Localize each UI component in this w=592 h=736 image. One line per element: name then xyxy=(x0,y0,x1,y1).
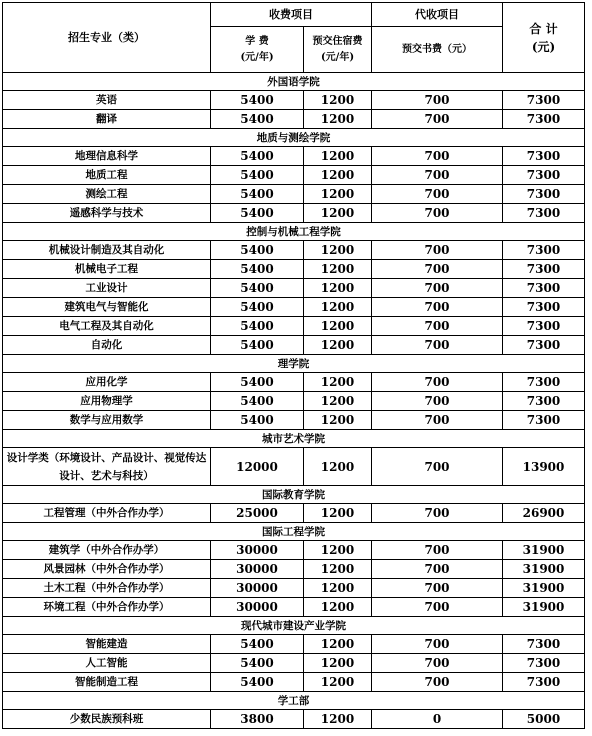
tuition-cell: 5400 xyxy=(211,373,304,392)
tuition-cell: 5400 xyxy=(211,635,304,654)
books-cell: 700 xyxy=(372,635,503,654)
books-cell: 700 xyxy=(372,166,503,185)
total-cell: 7300 xyxy=(503,654,585,673)
fee-table-body xyxy=(3,73,585,729)
total-header-line2: (元) xyxy=(531,39,556,54)
major-cell: 智能制造工程 xyxy=(3,673,211,692)
table-row xyxy=(3,560,585,579)
books-cell: 700 xyxy=(372,241,503,260)
books-cell: 700 xyxy=(372,598,503,617)
table-row xyxy=(3,673,585,692)
books-cell: 700 xyxy=(372,317,503,336)
books-cell: 700 xyxy=(372,91,503,110)
dorm-header xyxy=(304,27,372,73)
books-cell: 700 xyxy=(372,541,503,560)
books-cell: 700 xyxy=(372,673,503,692)
major-cell: 应用化学 xyxy=(3,373,211,392)
section-title: 地质与测绘学院 xyxy=(3,129,585,147)
major-cell: 地理信息科学 xyxy=(3,147,211,166)
table-row xyxy=(3,241,585,260)
section-title: 控制与机械工程学院 xyxy=(3,223,585,241)
section-row xyxy=(3,523,585,541)
total-cell: 7300 xyxy=(503,373,585,392)
major-cell: 数学与应用数学 xyxy=(3,411,211,430)
tuition-cell: 5400 xyxy=(211,654,304,673)
tuition-cell: 30000 xyxy=(211,560,304,579)
tuition-cell: 3800 xyxy=(211,710,304,729)
table-row xyxy=(3,411,585,430)
table-row xyxy=(3,635,585,654)
total-cell: 5000 xyxy=(503,710,585,729)
tuition-cell: 5400 xyxy=(211,336,304,355)
dorm-cell: 1200 xyxy=(304,579,372,598)
dorm-cell: 1200 xyxy=(304,541,372,560)
table-row xyxy=(3,654,585,673)
tuition-cell: 5400 xyxy=(211,298,304,317)
major-cell: 机械电子工程 xyxy=(3,260,211,279)
tuition-cell: 5400 xyxy=(211,241,304,260)
total-cell: 7300 xyxy=(503,185,585,204)
section-title: 现代城市建设产业学院 xyxy=(3,617,585,635)
total-cell: 7300 xyxy=(503,635,585,654)
table-row xyxy=(3,185,585,204)
dorm-cell: 1200 xyxy=(304,336,372,355)
major-cell: 建筑电气与智能化 xyxy=(3,298,211,317)
total-cell: 7300 xyxy=(503,110,585,129)
fee-table xyxy=(2,2,585,729)
dorm-cell: 1200 xyxy=(304,91,372,110)
major-cell: 少数民族预科班 xyxy=(3,710,211,729)
dorm-cell: 1200 xyxy=(304,504,372,523)
dorm-cell: 1200 xyxy=(304,260,372,279)
tuition-cell: 5400 xyxy=(211,411,304,430)
tuition-cell: 5400 xyxy=(211,204,304,223)
tuition-cell: 30000 xyxy=(211,579,304,598)
section-title: 国际教育学院 xyxy=(3,486,585,504)
total-cell: 7300 xyxy=(503,392,585,411)
tuition-cell: 5400 xyxy=(211,260,304,279)
total-cell: 26900 xyxy=(503,504,585,523)
tuition-cell: 5400 xyxy=(211,166,304,185)
total-cell: 31900 xyxy=(503,598,585,617)
books-cell: 0 xyxy=(372,710,503,729)
tuition-cell: 5400 xyxy=(211,91,304,110)
dorm-cell: 1200 xyxy=(304,673,372,692)
table-row xyxy=(3,298,585,317)
total-cell: 7300 xyxy=(503,673,585,692)
total-cell: 31900 xyxy=(503,579,585,598)
major-cell: 设计学类（环境设计、产品设计、视觉传达设计、艺术与科技） xyxy=(3,448,211,486)
total-cell: 7300 xyxy=(503,317,585,336)
section-row xyxy=(3,617,585,635)
major-cell: 测绘工程 xyxy=(3,185,211,204)
books-cell: 700 xyxy=(372,504,503,523)
total-cell: 7300 xyxy=(503,91,585,110)
major-cell: 工程管理（中外合作办学） xyxy=(3,504,211,523)
fee-items-header: 收费项目 xyxy=(211,3,372,27)
dorm-cell: 1200 xyxy=(304,166,372,185)
total-cell: 7300 xyxy=(503,260,585,279)
dorm-cell: 1200 xyxy=(304,185,372,204)
total-cell: 7300 xyxy=(503,298,585,317)
major-cell: 工业设计 xyxy=(3,279,211,298)
total-cell: 31900 xyxy=(503,560,585,579)
major-cell: 地质工程 xyxy=(3,166,211,185)
total-cell: 7300 xyxy=(503,166,585,185)
major-cell: 人工智能 xyxy=(3,654,211,673)
dorm-cell: 1200 xyxy=(304,147,372,166)
major-cell: 自动化 xyxy=(3,336,211,355)
major-cell: 应用物理学 xyxy=(3,392,211,411)
books-cell: 700 xyxy=(372,298,503,317)
total-header-line1: 合 计 xyxy=(529,21,558,36)
books-cell: 700 xyxy=(372,336,503,355)
tuition-cell: 30000 xyxy=(211,541,304,560)
major-cell: 建筑学（中外合作办学） xyxy=(3,541,211,560)
section-title: 外国语学院 xyxy=(3,73,585,91)
section-row xyxy=(3,73,585,91)
tuition-cell: 5400 xyxy=(211,279,304,298)
dorm-cell: 1200 xyxy=(304,298,372,317)
books-cell: 700 xyxy=(372,260,503,279)
table-row xyxy=(3,110,585,129)
books-cell: 700 xyxy=(372,204,503,223)
dorm-cell: 1200 xyxy=(304,654,372,673)
major-cell: 机械设计制造及其自动化 xyxy=(3,241,211,260)
dorm-cell: 1200 xyxy=(304,635,372,654)
tuition-cell: 12000 xyxy=(211,448,304,486)
major-cell: 智能建造 xyxy=(3,635,211,654)
section-title: 学工部 xyxy=(3,692,585,710)
table-row xyxy=(3,279,585,298)
table-row xyxy=(3,204,585,223)
tuition-cell: 30000 xyxy=(211,598,304,617)
tuition-cell: 25000 xyxy=(211,504,304,523)
total-cell: 7300 xyxy=(503,147,585,166)
dorm-cell: 1200 xyxy=(304,598,372,617)
section-title: 国际工程学院 xyxy=(3,523,585,541)
dorm-cell: 1200 xyxy=(304,448,372,486)
books-cell: 700 xyxy=(372,579,503,598)
dorm-cell: 1200 xyxy=(304,392,372,411)
books-cell: 700 xyxy=(372,279,503,298)
dorm-cell: 1200 xyxy=(304,560,372,579)
total-cell: 7300 xyxy=(503,411,585,430)
books-cell: 700 xyxy=(372,392,503,411)
table-row xyxy=(3,260,585,279)
books-cell: 700 xyxy=(372,411,503,430)
section-row xyxy=(3,223,585,241)
books-cell: 700 xyxy=(372,110,503,129)
tuition-cell: 5400 xyxy=(211,110,304,129)
total-header xyxy=(503,3,585,73)
dorm-cell: 1200 xyxy=(304,411,372,430)
collect-items-header: 代收项目 xyxy=(372,3,503,27)
dorm-cell: 1200 xyxy=(304,204,372,223)
section-row xyxy=(3,355,585,373)
table-row xyxy=(3,710,585,729)
section-row xyxy=(3,486,585,504)
table-row xyxy=(3,166,585,185)
tuition-cell: 5400 xyxy=(211,147,304,166)
major-cell: 环境工程（中外合作办学） xyxy=(3,598,211,617)
table-row xyxy=(3,336,585,355)
dorm-cell: 1200 xyxy=(304,241,372,260)
books-header: 预交书费（元） xyxy=(372,27,503,73)
section-row xyxy=(3,692,585,710)
section-row xyxy=(3,430,585,448)
section-title: 城市艺术学院 xyxy=(3,430,585,448)
total-cell: 7300 xyxy=(503,241,585,260)
books-cell: 700 xyxy=(372,448,503,486)
major-header: 招生专业（类） xyxy=(3,3,211,73)
books-cell: 700 xyxy=(372,147,503,166)
table-row xyxy=(3,392,585,411)
tuition-cell: 5400 xyxy=(211,392,304,411)
total-cell: 7300 xyxy=(503,279,585,298)
dorm-cell: 1200 xyxy=(304,710,372,729)
table-row xyxy=(3,579,585,598)
books-cell: 700 xyxy=(372,373,503,392)
section-row xyxy=(3,129,585,147)
major-cell: 英语 xyxy=(3,91,211,110)
table-row xyxy=(3,598,585,617)
major-cell: 风景园林（中外合作办学） xyxy=(3,560,211,579)
table-row xyxy=(3,541,585,560)
books-cell: 700 xyxy=(372,185,503,204)
major-cell: 土木工程（中外合作办学） xyxy=(3,579,211,598)
dorm-cell: 1200 xyxy=(304,373,372,392)
major-cell: 电气工程及其自动化 xyxy=(3,317,211,336)
tuition-header-line2: (元/年) xyxy=(240,51,274,63)
section-title: 理学院 xyxy=(3,355,585,373)
table-row xyxy=(3,448,585,486)
dorm-header-line2: (元/年) xyxy=(320,51,355,63)
tuition-cell: 5400 xyxy=(211,185,304,204)
tuition-header xyxy=(211,27,304,73)
total-cell: 31900 xyxy=(503,541,585,560)
table-row xyxy=(3,504,585,523)
table-row xyxy=(3,317,585,336)
tuition-cell: 5400 xyxy=(211,317,304,336)
table-row xyxy=(3,147,585,166)
major-cell: 遥感科学与技术 xyxy=(3,204,211,223)
dorm-cell: 1200 xyxy=(304,317,372,336)
books-cell: 700 xyxy=(372,654,503,673)
dorm-header-line1: 预交住宿费 xyxy=(312,35,363,47)
table-row xyxy=(3,373,585,392)
total-cell: 7300 xyxy=(503,336,585,355)
dorm-cell: 1200 xyxy=(304,110,372,129)
dorm-cell: 1200 xyxy=(304,279,372,298)
books-cell: 700 xyxy=(372,560,503,579)
total-cell: 13900 xyxy=(503,448,585,486)
table-row xyxy=(3,91,585,110)
total-cell: 7300 xyxy=(503,204,585,223)
tuition-cell: 5400 xyxy=(211,673,304,692)
tuition-header-line1: 学 费 xyxy=(245,35,269,47)
major-cell: 翻译 xyxy=(3,110,211,129)
